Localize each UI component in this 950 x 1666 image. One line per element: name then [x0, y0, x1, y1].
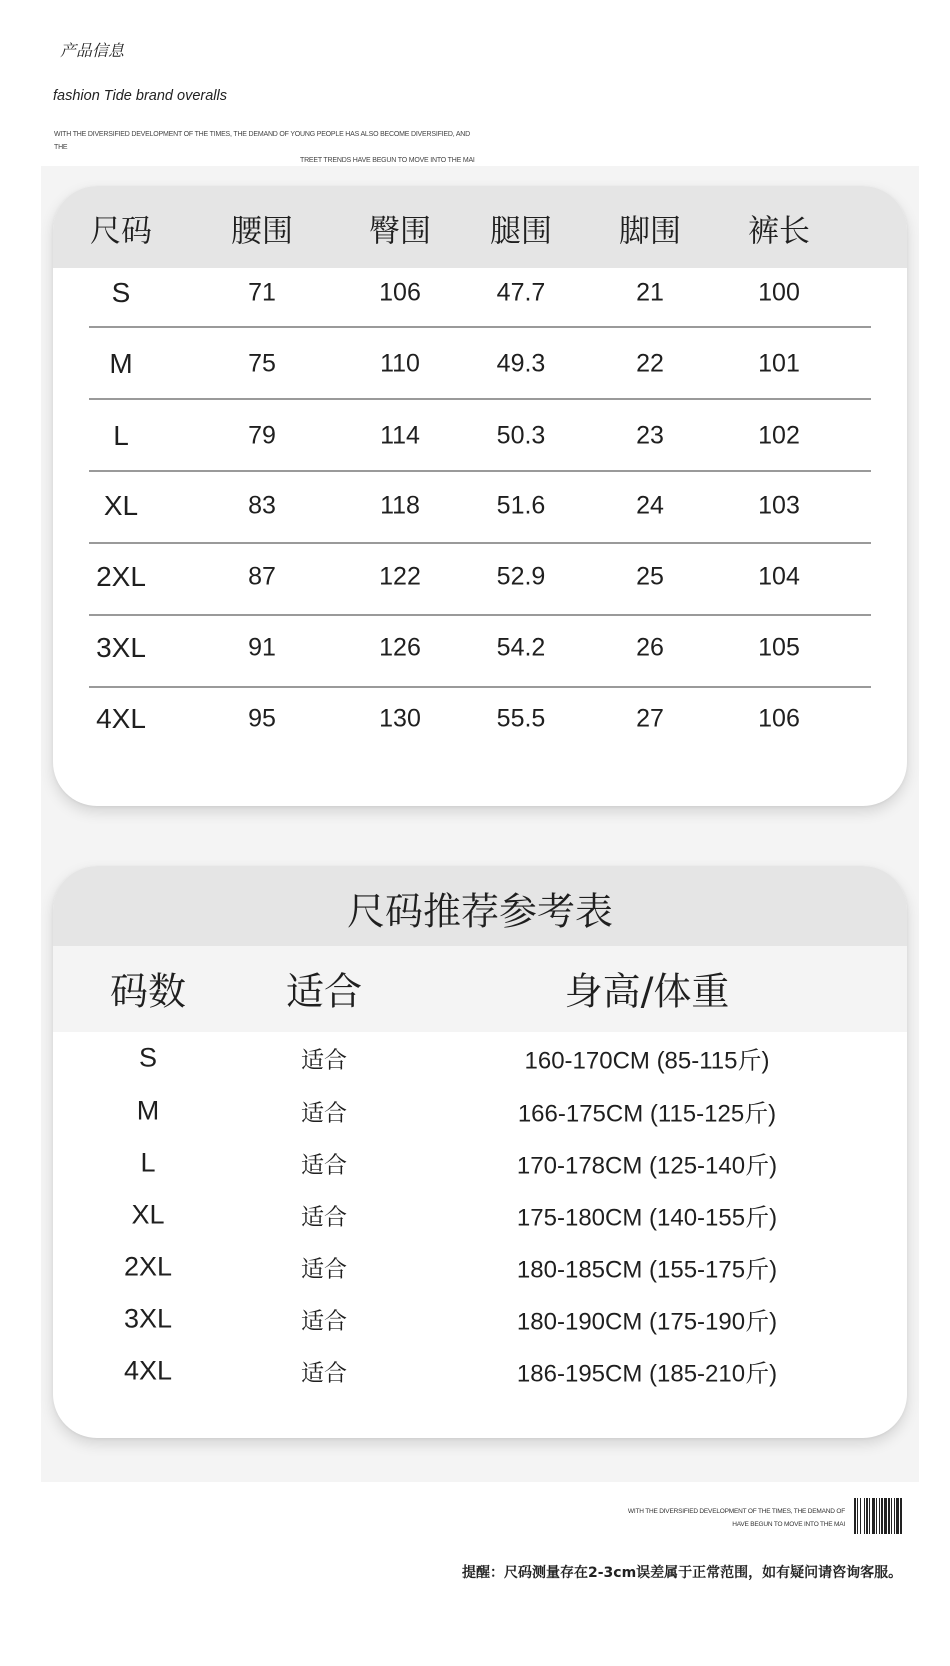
recommendation-fit-cell: 适合	[301, 1204, 347, 1231]
recommendation-range-cell: 180-190CM (175-190斤)	[516, 1308, 778, 1336]
header-tagline-line2: TREET TRENDS HAVE BEGUN TO MOVE INTO THE MAI	[300, 157, 475, 164]
recommendation-range-cell: 160-170CM (85-115斤)	[524, 1047, 770, 1075]
header-tagline-line1: WITH THE DIVERSIFIED DEVELOPMENT OF THE TIMES, THE DEMAND OF YOUNG PEOPLE HAS ALSO BECOME DIVERSIFIED, AND THE	[54, 131, 470, 151]
header-tagline	[54, 128, 484, 167]
measurement-cell: 126	[379, 633, 421, 662]
recommendation-size-cell: 3XL	[123, 1303, 173, 1334]
size-chart-card	[53, 186, 907, 806]
row-divider	[89, 542, 871, 544]
measurement-cell: 47.7	[496, 278, 546, 307]
measurement-cell: 27	[636, 704, 664, 733]
size-header-cell: 腰围	[231, 213, 293, 250]
recommendation-size-cell: XL	[131, 1199, 165, 1230]
page-title: 产品信息	[60, 41, 125, 60]
measurement-cell: 23	[636, 421, 664, 450]
size-label-cell: M	[109, 348, 133, 379]
recommendation-header-cell: 码数	[109, 969, 187, 1014]
measurement-cell: 54.2	[496, 633, 546, 662]
recommendation-size-cell: M	[136, 1095, 160, 1126]
recommendation-range-cell: 180-185CM (155-175斤)	[516, 1256, 778, 1284]
row-divider	[89, 614, 871, 616]
measurement-cell: 22	[636, 349, 664, 378]
footer-tagline-line1: WITH THE DIVERSIFIED DEVELOPMENT OF THE TIMES, THE DEMAND OF	[627, 1508, 845, 1515]
footer-tagline	[560, 1505, 845, 1531]
size-header-cell: 腿围	[490, 213, 552, 250]
recommendation-header-cell: 身高/体重	[564, 969, 730, 1014]
measurement-cell: 24	[636, 491, 664, 520]
measurement-cell: 110	[380, 349, 420, 378]
recommendation-size-cell: S	[138, 1042, 158, 1073]
measurement-cell: 100	[758, 278, 800, 307]
footer-tagline-line2: HAVE BEGUN TO MOVE INTO THE MAI	[732, 1521, 845, 1528]
measurement-cell: 49.3	[496, 349, 546, 378]
measurement-cell: 51.6	[496, 491, 546, 520]
recommendation-range-cell: 186-195CM (185-210斤)	[516, 1360, 778, 1388]
measurement-cell: 106	[758, 704, 800, 733]
recommendation-fit-cell: 适合	[301, 1100, 347, 1127]
size-header-cell: 裤长	[748, 213, 810, 250]
size-recommendation-card	[53, 866, 907, 1438]
row-divider	[89, 326, 871, 328]
size-label-cell: 4XL	[96, 703, 146, 734]
measurement-cell: 71	[248, 278, 276, 307]
measurement-cell: 95	[248, 704, 276, 733]
page-subtitle: fashion Tide brand overalls	[53, 88, 227, 104]
measurement-cell: 75	[248, 349, 276, 378]
measurement-cell: 122	[379, 562, 421, 591]
size-label-cell: XL	[103, 490, 139, 521]
size-label-cell: L	[113, 420, 129, 451]
measurement-cell: 79	[248, 421, 276, 450]
size-header-cell: 脚围	[619, 213, 681, 250]
recommendation-fit-cell: 适合	[301, 1047, 347, 1074]
size-header-cell: 尺码	[90, 213, 152, 250]
recommendation-range-cell: 166-175CM (115-125斤)	[517, 1100, 777, 1128]
recommendation-fit-cell: 适合	[301, 1360, 347, 1387]
measurement-cell: 83	[248, 491, 276, 520]
measurement-note: 提醒：尺码测量存在2-3cm误差属于正常范围，如有疑问请咨询客服。	[462, 1565, 903, 1581]
barcode-icon	[854, 1498, 920, 1534]
recommendation-title: 尺码推荐参考表	[346, 889, 614, 934]
measurement-cell: 50.3	[496, 421, 546, 450]
recommendation-fit-cell: 适合	[301, 1152, 347, 1179]
measurement-cell: 91	[248, 633, 276, 662]
size-label-cell: S	[111, 277, 131, 308]
measurement-cell: 118	[380, 491, 420, 520]
recommendation-range-cell: 170-178CM (125-140斤)	[516, 1152, 778, 1180]
measurement-cell: 105	[758, 633, 800, 662]
measurement-cell: 26	[636, 633, 664, 662]
measurement-cell: 130	[379, 704, 421, 733]
recommendation-size-cell: 2XL	[123, 1251, 173, 1282]
size-label-cell: 2XL	[96, 561, 146, 592]
measurement-cell: 55.5	[496, 704, 546, 733]
measurement-cell: 103	[758, 491, 800, 520]
row-divider	[89, 470, 871, 472]
row-divider	[89, 398, 871, 400]
measurement-cell: 21	[636, 278, 664, 307]
measurement-cell: 104	[758, 562, 800, 591]
recommendation-range-cell: 175-180CM (140-155斤)	[516, 1204, 778, 1232]
measurement-cell: 87	[248, 562, 276, 591]
recommendation-fit-cell: 适合	[301, 1308, 347, 1335]
measurement-cell: 25	[636, 562, 664, 591]
recommendation-header-cell: 适合	[285, 969, 363, 1014]
measurement-cell: 101	[758, 349, 800, 378]
recommendation-size-cell: 4XL	[123, 1355, 173, 1386]
measurement-cell: 114	[380, 421, 420, 450]
measurement-cell: 106	[379, 278, 421, 307]
recommendation-fit-cell: 适合	[301, 1256, 347, 1283]
size-header-cell: 臀围	[369, 213, 431, 250]
size-label-cell: 3XL	[96, 632, 146, 663]
recommendation-size-cell: L	[140, 1147, 156, 1178]
row-divider	[89, 686, 871, 688]
measurement-cell: 102	[758, 421, 800, 450]
measurement-cell: 52.9	[496, 562, 546, 591]
